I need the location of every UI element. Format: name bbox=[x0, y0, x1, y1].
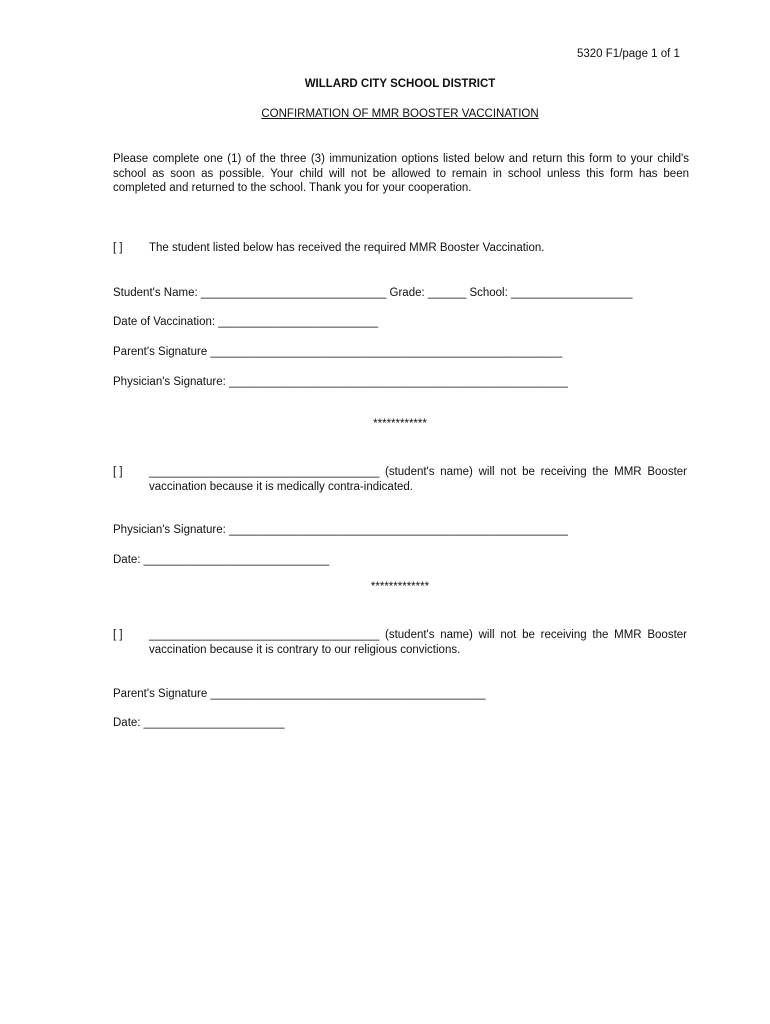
form-title: CONFIRMATION OF MMR BOOSTER VACCINATION bbox=[261, 108, 539, 120]
physician-signature-line[interactable]: Physician's Signature: _____________________________________________________ bbox=[113, 524, 568, 536]
section-separator: ************* bbox=[370, 581, 430, 593]
vaccination-date-line[interactable]: Date of Vaccination: _________________________ bbox=[113, 316, 379, 328]
student-info-line[interactable]: Student's Name: _____________________________ Grade: ______ School: ___________________ bbox=[113, 287, 633, 299]
medical-date-line[interactable]: Date: _____________________________ bbox=[113, 554, 330, 566]
parent-signature-line[interactable]: Parent's Signature ___________________________________________ bbox=[113, 688, 486, 700]
physician-signature-line[interactable]: Physician's Signature: _____________________________________________________ bbox=[113, 376, 568, 388]
option2-statement: ____________________________________ (student's name) will not be receiving the MMR Booster vaccination because it is medically contra-indicated. bbox=[149, 466, 687, 493]
option2-checkbox[interactable]: [ ] bbox=[113, 466, 123, 478]
option3-statement: ____________________________________ (student's name) will not be receiving the MMR Booster vaccination because it is contrary to our religious convictions. bbox=[149, 629, 687, 656]
option3-checkbox[interactable]: [ ] bbox=[113, 629, 123, 641]
section-separator: ************ bbox=[373, 418, 427, 430]
page-reference: 5320 F1/page 1 of 1 bbox=[577, 48, 680, 60]
district-name: WILLARD CITY SCHOOL DISTRICT bbox=[304, 78, 496, 90]
parent-signature-line[interactable]: Parent's Signature _______________________________________________________ bbox=[113, 346, 563, 358]
intro-paragraph: Please complete one (1) of the three (3) immunization options listed below and return this form to your child's school as soon as possible. Your child will not be allowed to remain in school unless this form has been completed and returned to the school. Thank you for your cooperation. bbox=[113, 153, 689, 194]
option1-checkbox[interactable]: [ ] bbox=[113, 242, 123, 254]
religious-date-line[interactable]: Date: ______________________ bbox=[113, 717, 285, 729]
option1-statement: The student listed below has received the required MMR Booster Vaccination. bbox=[149, 242, 545, 254]
